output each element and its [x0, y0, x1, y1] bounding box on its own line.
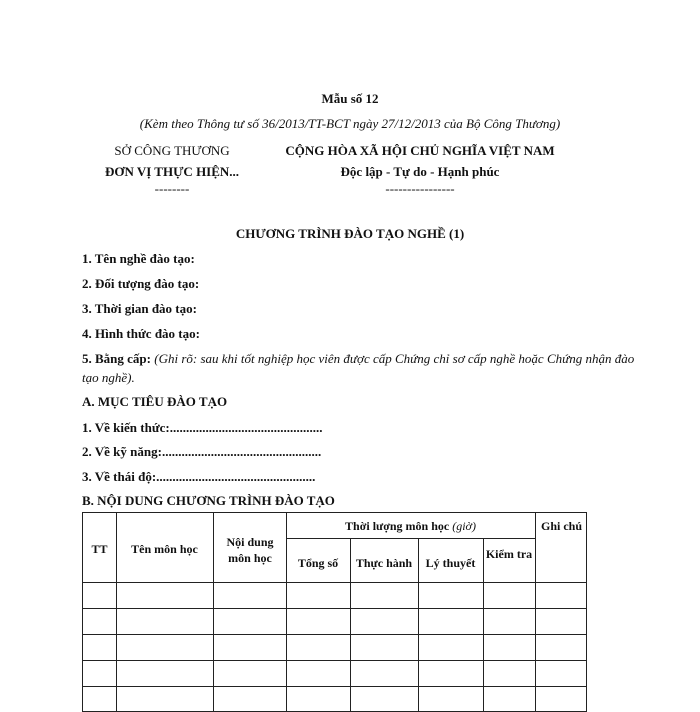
skills-line: 2. Về kỹ năng:................................................. — [82, 444, 322, 459]
duration-group-header — [286, 518, 535, 534]
training-form-label: 4. Hình thức đào tạo: — [82, 326, 200, 341]
duration-group-label: Thời lượng môn học — [345, 519, 450, 533]
section-b-title: B. NỘI DUNG CHƯƠNG TRÌNH ĐÀO TẠO — [82, 493, 335, 508]
col-exam-header: Kiểm tra — [485, 547, 533, 561]
duration-unit: (giờ) — [452, 519, 476, 533]
col-note-header: Ghi chú — [540, 519, 582, 533]
country-name: CỘNG HÒA XÃ HỘI CHỦ NGHĨA VIỆT NAM — [285, 143, 555, 158]
col-practice-header: Thực hành — [355, 556, 413, 570]
national-motto-block — [265, 140, 575, 196]
col-tt-header: TT — [91, 542, 108, 556]
certificate-item — [82, 349, 642, 387]
knowledge-line: 1. Về kiến thức:............................................... — [82, 420, 323, 435]
certificate-note: (Ghi rõ: sau khi tốt nghiệp học viên được cấp Chứng chỉ sơ cấp nghề hoặc Chứng nhận đào tạo nghề). — [82, 351, 635, 385]
col-theory-header: Lý thuyết — [425, 556, 476, 570]
attitude-line: 3. Về thái độ:................................................. — [82, 469, 316, 484]
issuing-agency-block — [92, 140, 252, 196]
agency-line: SỞ CÔNG THƯƠNG — [114, 143, 230, 158]
unit-line: ĐƠN VỊ THỰC HIỆN... — [104, 164, 240, 179]
duration-label: 3. Thời gian đào tạo: — [82, 301, 197, 316]
col-total-header: Tổng số — [297, 556, 339, 570]
certificate-label: 5. Bằng cấp: — [82, 351, 151, 366]
target-group-label: 2. Đối tượng đào tạo: — [82, 276, 200, 291]
col-content-header: Nội dung môn học — [226, 535, 274, 565]
agency-separator: -------- — [154, 181, 190, 196]
trade-name-label: 1. Tên nghề đào tạo: — [82, 251, 195, 266]
motto-separator: ---------------- — [385, 181, 455, 196]
form-number: Mẫu số 12 — [321, 91, 379, 106]
section-a-title: A. MỤC TIÊU ĐÀO TẠO — [82, 394, 228, 409]
motto: Độc lập - Tự do - Hạnh phúc — [340, 164, 500, 179]
circular-note: (Kèm theo Thông tư số 36/2013/TT-BCT ngày 27/12/2013 của Bộ Công Thương) — [139, 116, 561, 131]
col-subject-header: Tên môn học — [131, 542, 198, 556]
curriculum-table — [82, 512, 587, 712]
program-title: CHƯƠNG TRÌNH ĐÀO TẠO NGHỀ (1) — [235, 226, 465, 241]
